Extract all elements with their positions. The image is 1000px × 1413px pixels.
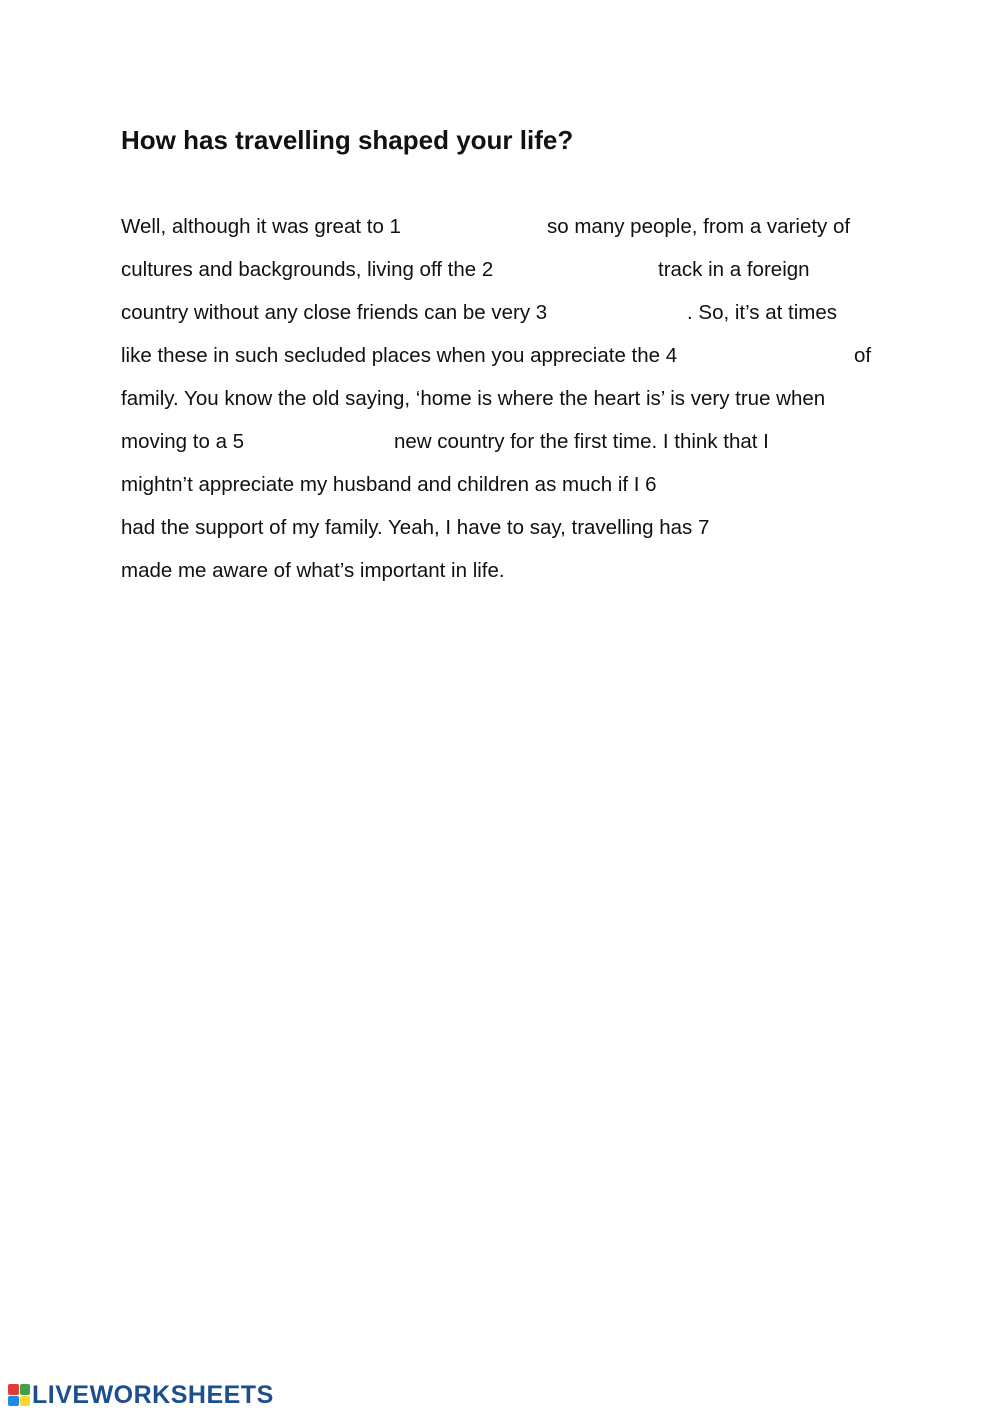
liveworksheets-brand-text: LIVEWORKSHEETS — [32, 1380, 274, 1409]
gap-7-input[interactable] — [749, 515, 919, 541]
gap-6-input[interactable] — [695, 472, 865, 498]
liveworksheets-logo-icon — [8, 1384, 30, 1406]
liveworksheets-logo — [8, 1380, 274, 1410]
passage-text: family. You know the old saying, ‘home is where the heart is’ is very true when — [121, 387, 826, 410]
gap-4-input[interactable] — [707, 343, 847, 369]
passage-text: mightn’t appreciate my husband and children as much if I 6 — [121, 473, 657, 496]
passage-text: new country for the first time. I think that I — [394, 430, 769, 453]
passage-text: so many people, from a variety of — [547, 215, 851, 238]
gap-2-input[interactable] — [521, 257, 653, 283]
passage-text: of — [854, 344, 872, 367]
page-title: How has travelling shaped your life? — [121, 125, 574, 155]
passage-text: had the support of my family. Yeah, I have to say, travelling has 7 — [121, 516, 710, 539]
passage-text: track in a foreign — [658, 258, 810, 281]
gap-5-input[interactable] — [257, 429, 389, 455]
passage-text: moving to a 5 — [121, 430, 245, 453]
passage-text: cultures and backgrounds, living off the 2 — [121, 258, 494, 281]
passage-text: made me aware of what’s important in life. — [121, 559, 505, 582]
gap-1-input[interactable] — [427, 214, 543, 240]
passage-text: Well, although it was great to 1 — [121, 215, 401, 238]
passage-text: country without any close friends can be very 3 — [121, 301, 548, 324]
passage-text: like these in such secluded places when you appreciate the 4 — [121, 344, 678, 367]
passage-text: . So, it’s at times — [687, 301, 838, 324]
gap-3-input[interactable] — [579, 300, 685, 326]
